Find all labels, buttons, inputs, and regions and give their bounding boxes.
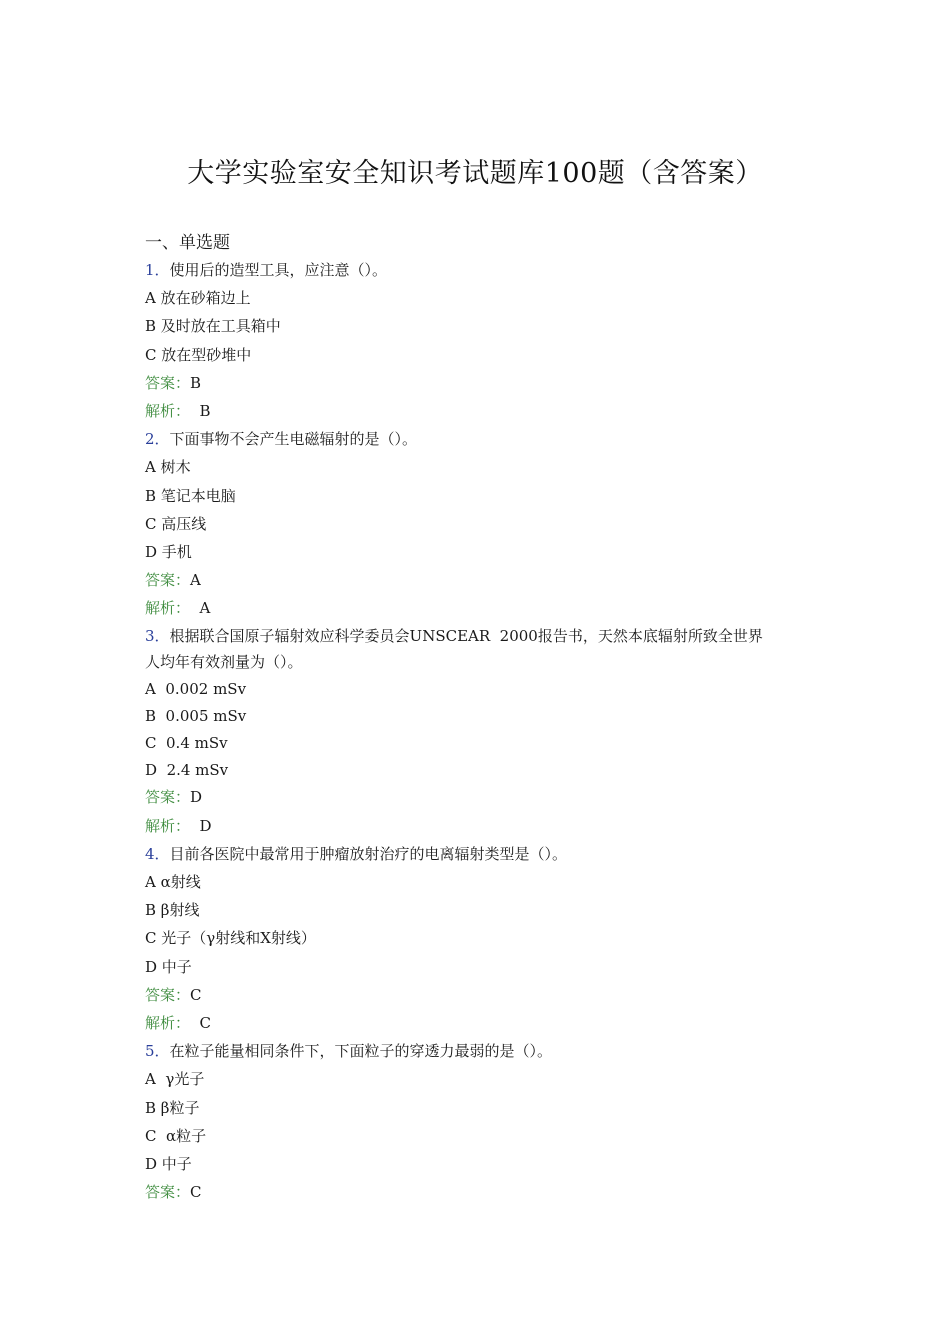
- answer-label: 答案：: [145, 788, 191, 807]
- option-c: C 高压线: [145, 514, 207, 533]
- explain-label: 解析：: [145, 402, 191, 421]
- answer-value: C: [190, 1183, 202, 1202]
- answer-value: D: [190, 788, 203, 807]
- answer-label: 答案：: [145, 571, 191, 590]
- question-number: 2．: [145, 430, 170, 449]
- option-b: B 0.005 mSv: [145, 707, 247, 726]
- option-c: C α粒子: [145, 1126, 207, 1145]
- question-4: [145, 840, 815, 1037]
- question-stem-continued: 人均年有效剂量为（）。: [145, 653, 303, 672]
- question-number: 3．: [145, 626, 170, 645]
- option-b: B 及时放在工具箱中: [145, 317, 281, 336]
- option-a: A γ光子: [145, 1070, 205, 1089]
- option-b: B β射线: [145, 901, 200, 920]
- question-stem: 在粒子能量相同条件下，下面粒子的穿透力最弱的是（）。: [169, 1042, 553, 1061]
- explain-label: 解析：: [145, 816, 191, 835]
- answer-label: 答案：: [145, 985, 191, 1004]
- question-stem: 目前各医院中最常用于肿瘤放射治疗的电离辐射类型是（）。: [169, 844, 568, 863]
- answer-value: C: [190, 985, 202, 1004]
- question-number: 4．: [145, 844, 170, 863]
- question-2: [145, 425, 815, 622]
- answer-label: 答案：: [145, 1183, 191, 1202]
- option-d: D 手机: [145, 543, 192, 562]
- explain-value: A: [190, 599, 211, 618]
- option-d: D 2.4 mSv: [145, 760, 229, 779]
- document-title: 大学实验室安全知识考试题库100题（含答案）: [187, 158, 763, 189]
- question-stem: 根据联合国原子辐射效应科学委员会UNSCEAR 2000报告书，天然本底辐射所致全世界: [169, 626, 763, 645]
- explain-label: 解析：: [145, 1014, 191, 1033]
- option-a: A 树木: [145, 458, 191, 477]
- option-d: D 中子: [145, 1155, 192, 1174]
- answer-value: B: [190, 373, 202, 392]
- question-stem: 使用后的造型工具，应注意（）。: [169, 261, 388, 279]
- option-a: A 0.002 mSv: [145, 680, 247, 699]
- option-b: B 笔记本电脑: [145, 486, 236, 505]
- question-list: [145, 256, 815, 1206]
- section-heading: 一、单选题: [145, 233, 230, 253]
- question-number: 1．: [145, 261, 170, 279]
- answer-label: 答案：: [145, 373, 191, 392]
- option-c: C 放在型砂堆中: [145, 345, 252, 364]
- explain-label: 解析：: [145, 599, 191, 618]
- option-c: C 0.4 mSv: [145, 733, 228, 752]
- option-d: D 中子: [145, 957, 192, 976]
- answer-value: A: [190, 571, 201, 590]
- question-stem: 下面事物不会产生电磁辐射的是（）。: [169, 430, 418, 449]
- explain-value: C: [190, 1014, 212, 1033]
- question-number: 5．: [145, 1042, 170, 1061]
- question-5: [145, 1037, 815, 1206]
- question-3: [145, 623, 815, 840]
- question-1: [145, 256, 815, 425]
- explain-value: B: [190, 402, 211, 421]
- option-a: A α射线: [145, 873, 201, 892]
- option-a: A 放在砂箱边上: [145, 289, 251, 308]
- explain-value: D: [190, 816, 212, 835]
- option-c: C 光子（γ射线和X射线）: [145, 929, 316, 948]
- option-b: B β粒子: [145, 1098, 200, 1117]
